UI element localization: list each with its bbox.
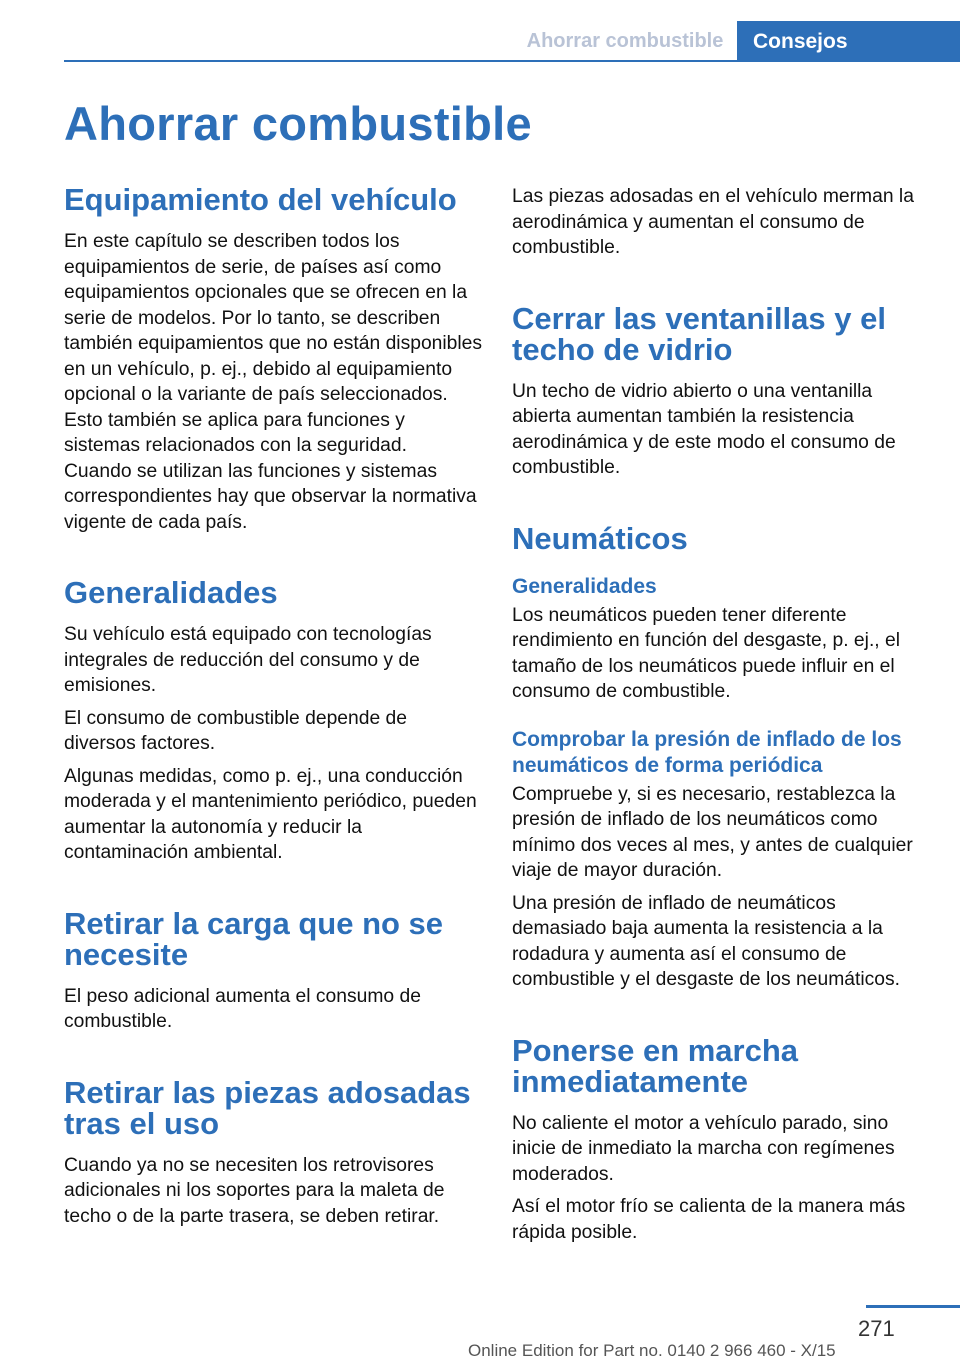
paragraph-presion-inflado-1: Compruebe y, si es necesario, restablezca la presión de inflado de los neumáticos como mínimo dos veces al mes, y antes de cualquier viaje de mayor duración. xyxy=(512,783,913,881)
subheading-neumaticos-generalidades: Generalidades xyxy=(512,574,657,598)
heading-neumaticos: Neumáticos xyxy=(512,520,688,556)
page-title: Ahorrar combustible xyxy=(64,97,532,150)
heading-ponerse-en-marcha: Ponerse en marcha inmediatamente xyxy=(512,1032,799,1099)
heading-equipamiento: Equipamiento del vehículo xyxy=(64,182,457,217)
paragraph-retirar-piezas: Cuando ya no se necesiten los retrovisores adicionales ni los soportes para la maleta de techo o de la parte trasera, se deben retirar. xyxy=(64,1154,445,1227)
page-header xyxy=(0,0,960,62)
paragraph-ponerse-en-marcha-2: Así el motor frío se calienta de la manera más rápida posible. xyxy=(512,1196,906,1243)
heading-retirar-piezas: Retirar las piezas adosadas tras el uso xyxy=(64,1074,471,1141)
paragraph-generalidades-1: Su vehículo está equipado con tecnologías integrales de reducción del consumo y de emisiones. xyxy=(64,624,432,696)
paragraph-piezas-continuacion: Las piezas adosadas en el vehículo merman la aerodinámica y aumentan el consumo de combustible. xyxy=(512,186,914,258)
subheading-presion-inflado: Comprobar la presión de inflado de los neumáticos de forma periódica xyxy=(512,727,902,777)
paragraph-generalidades-2: El consumo de combustible depende de diversos factores. xyxy=(64,707,408,754)
footer-rule xyxy=(866,1305,960,1308)
paragraph-generalidades-3: Algunas medidas, como p. ej., una conducción moderada y el mantenimiento periódico, pueden aumentar la autonomía y reducir la contaminación ambiental. xyxy=(64,765,477,863)
page-number: 271 xyxy=(858,1316,895,1341)
paragraph-presion-inflado-2: Una presión de inflado de neumáticos demasiado baja aumenta la resistencia a la rodadura y aumenta así el consumo de combustible y el desgaste de los neumáticos. xyxy=(512,892,900,990)
left-column xyxy=(64,184,484,1229)
heading-retirar-carga: Retirar la carga que no se necesite xyxy=(64,905,444,972)
heading-generalidades: Generalidades xyxy=(64,575,278,610)
paragraph-cerrar-ventanillas: Un techo de vidrio abierto o una ventanilla abierta aumentan también la resistencia aerodinámica y de este modo el consumo de combustible. xyxy=(512,380,896,478)
paragraph-ponerse-en-marcha-1: No caliente el motor a vehículo parado, sino inicie de inmediato la marcha con regímenes moderados. xyxy=(512,1112,895,1185)
right-column xyxy=(512,184,932,1245)
heading-cerrar-ventanillas: Cerrar las ventanillas y el techo de vidrio xyxy=(512,300,886,367)
paragraph-retirar-carga: El peso adicional aumenta el consumo de combustible. xyxy=(64,985,421,1032)
paragraph-equipamiento-1: En este capítulo se describen todos los equipamientos de serie, de países así como equipamientos opcionales que se ofrecen en la serie de modelos. Por lo tanto, se describen también equipamientos que no están disponibles en un vehículo, p. ej., debido al equipamiento opcional o la variante de país seleccionados. Esto también se aplica para funciones y sistemas relacionados con la seguridad. xyxy=(64,231,483,456)
footer-edition-text: Online Edition for Part no. 0140 2 966 460 - X/15 xyxy=(468,1341,836,1360)
header-rule xyxy=(64,60,960,62)
header-chapter-tab: Consejos xyxy=(737,21,960,61)
paragraph-neumaticos-generalidades: Los neumáticos pueden tener diferente rendimiento en función del desgaste, p. ej., el tamaño de los neumáticos puede influir en el consumo de combustible. xyxy=(512,604,901,702)
paragraph-equipamiento-2: Cuando se utilizan las funciones y sistemas correspondientes hay que observar la normativa vigente de cada país. xyxy=(64,460,477,533)
header-section-label: Ahorrar combustible xyxy=(526,30,724,52)
